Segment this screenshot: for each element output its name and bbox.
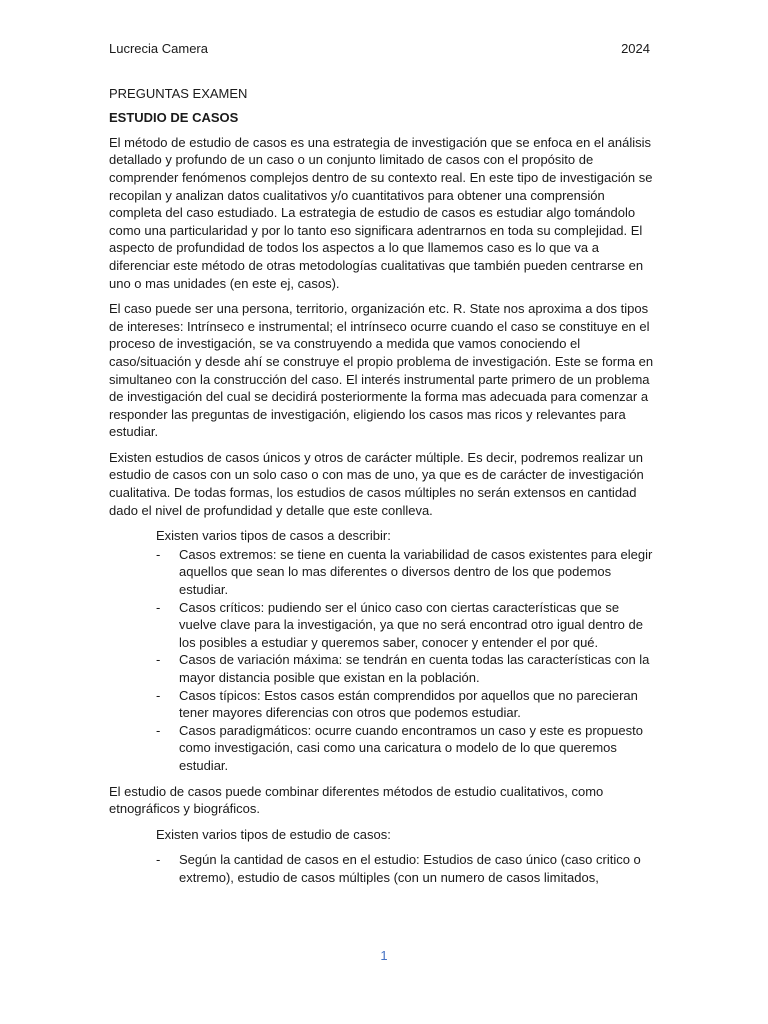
list-item-text: Casos paradigmáticos: ocurre cuando encontramos un caso y este es propuesto como investigación, casi como una caricatura o modelo de lo que queremos estudiar. [179,722,643,773]
list-item [109,546,660,599]
list-item [109,599,660,652]
list-bullet: - [156,546,161,562]
list-item [109,651,660,686]
list-bullet: - [156,687,161,703]
header-year: 2024 [621,41,650,56]
list-item [109,722,660,775]
case-types-list [109,546,660,775]
case-types-intro: Existen varios tipos de casos a describir: [156,528,391,544]
list-bullet: - [156,652,161,668]
list-item-text: Casos extremos: se tiene en cuenta la variabilidad de casos existentes para elegir aquellos que sean lo mas diferentes o diversos dentro de los que podemos estudiar. [179,546,653,598]
list-bullet: - [156,852,161,868]
list-item-text: Casos de variación máxima: se tendrán en cuenta todas las características con la mayor distancia posible que existan en la población. [179,652,650,685]
list-bullet: - [156,599,161,615]
list-item [109,851,660,886]
page-number: 1 [380,948,388,963]
paragraph-unique-multiple: Existen estudios de casos únicos y otros de carácter múltiple. Es decir, podremos realizar un estudio de casos con un solo caso o con mas de uno, ya que es de carácter de investigación cualitativa. De todas formas, los estudios de casos múltiples no serán extensos en cantidad dado el nivel de profundidad y detalle que este conlleva. [109,449,644,518]
study-types-list [109,851,660,886]
list-item-text: Según la cantidad de casos en el estudio: Estudios de caso único (caso critico o extremo), estudio de casos múltiples (con un numero de casos limitados, [179,852,641,885]
list-item-text: Casos típicos: Estos casos están comprendidos por aquellos que no parecieran tener mayores diferencias con otros que podemos estudiar. [179,687,638,721]
page-header [109,40,650,58]
list-item-text: Casos críticos: pudiendo ser el único caso con ciertas características que se vuelve clave para la investigación, ya que no será encontrad otro igual dentro de los posibles a estudiar y queremos saber, conocer y entender el por qué. [179,599,643,650]
section-title: ESTUDIO DE CASOS [109,110,239,126]
paragraph-definition: El método de estudio de casos es una estrategia de investigación que se enfoca en el análisis detallado y profundo de un caso o un conjunto limitado de casos con el propósito de comprender fenómenos complejos dentro de su contexto real. En este tipo de investigación se recopilan y analizan datos cualitativos y/o cuantitativos para obtener una comprensión completa del caso estudiado. La estrategia de estudio de casos es estudiar algo tomándolo como una particularidad y por lo tanto eso significara adentrarnos en toda su complejidad. El aspecto de profundidad de todos los aspectos a lo que llamemos caso es lo que va a diferenciar este método de otras metodologías cualitativas que también pueden centrarse en uno o mas unidades (en este ej, casos). [109,134,653,291]
study-types-intro: Existen varios tipos de estudio de casos: [156,826,391,842]
document-body [109,40,660,895]
document-title: PREGUNTAS EXAMEN [109,85,248,101]
paragraph-combine-methods: El estudio de casos puede combinar diferentes métodos de estudio cualitativos, como etnográficos y biográficos. [109,783,604,817]
list-bullet: - [156,722,161,738]
header-author: Lucrecia Camera [109,41,208,56]
list-item [109,687,660,722]
paragraph-interests: El caso puede ser una persona, territorio, organización etc. R. State nos aproxima a dos tipos de intereses: Intrínseco e instrumental; el intrínseco ocurre cuando el caso se constituye en el proceso de investigación, se va construyendo a medida que vamos conociendo el caso/situación y desde ahí se construye el propio problema de investigación. Este se forma en simultaneo con la construcción del caso. El interés instrumental parte primero de un problema de investigación del cual se decidirá posteriormente la forma mas adecuada para comenzar a responder las preguntas de investigación, eligiendo los casos mas ricos y relevantes para estudiar. [109,301,654,440]
